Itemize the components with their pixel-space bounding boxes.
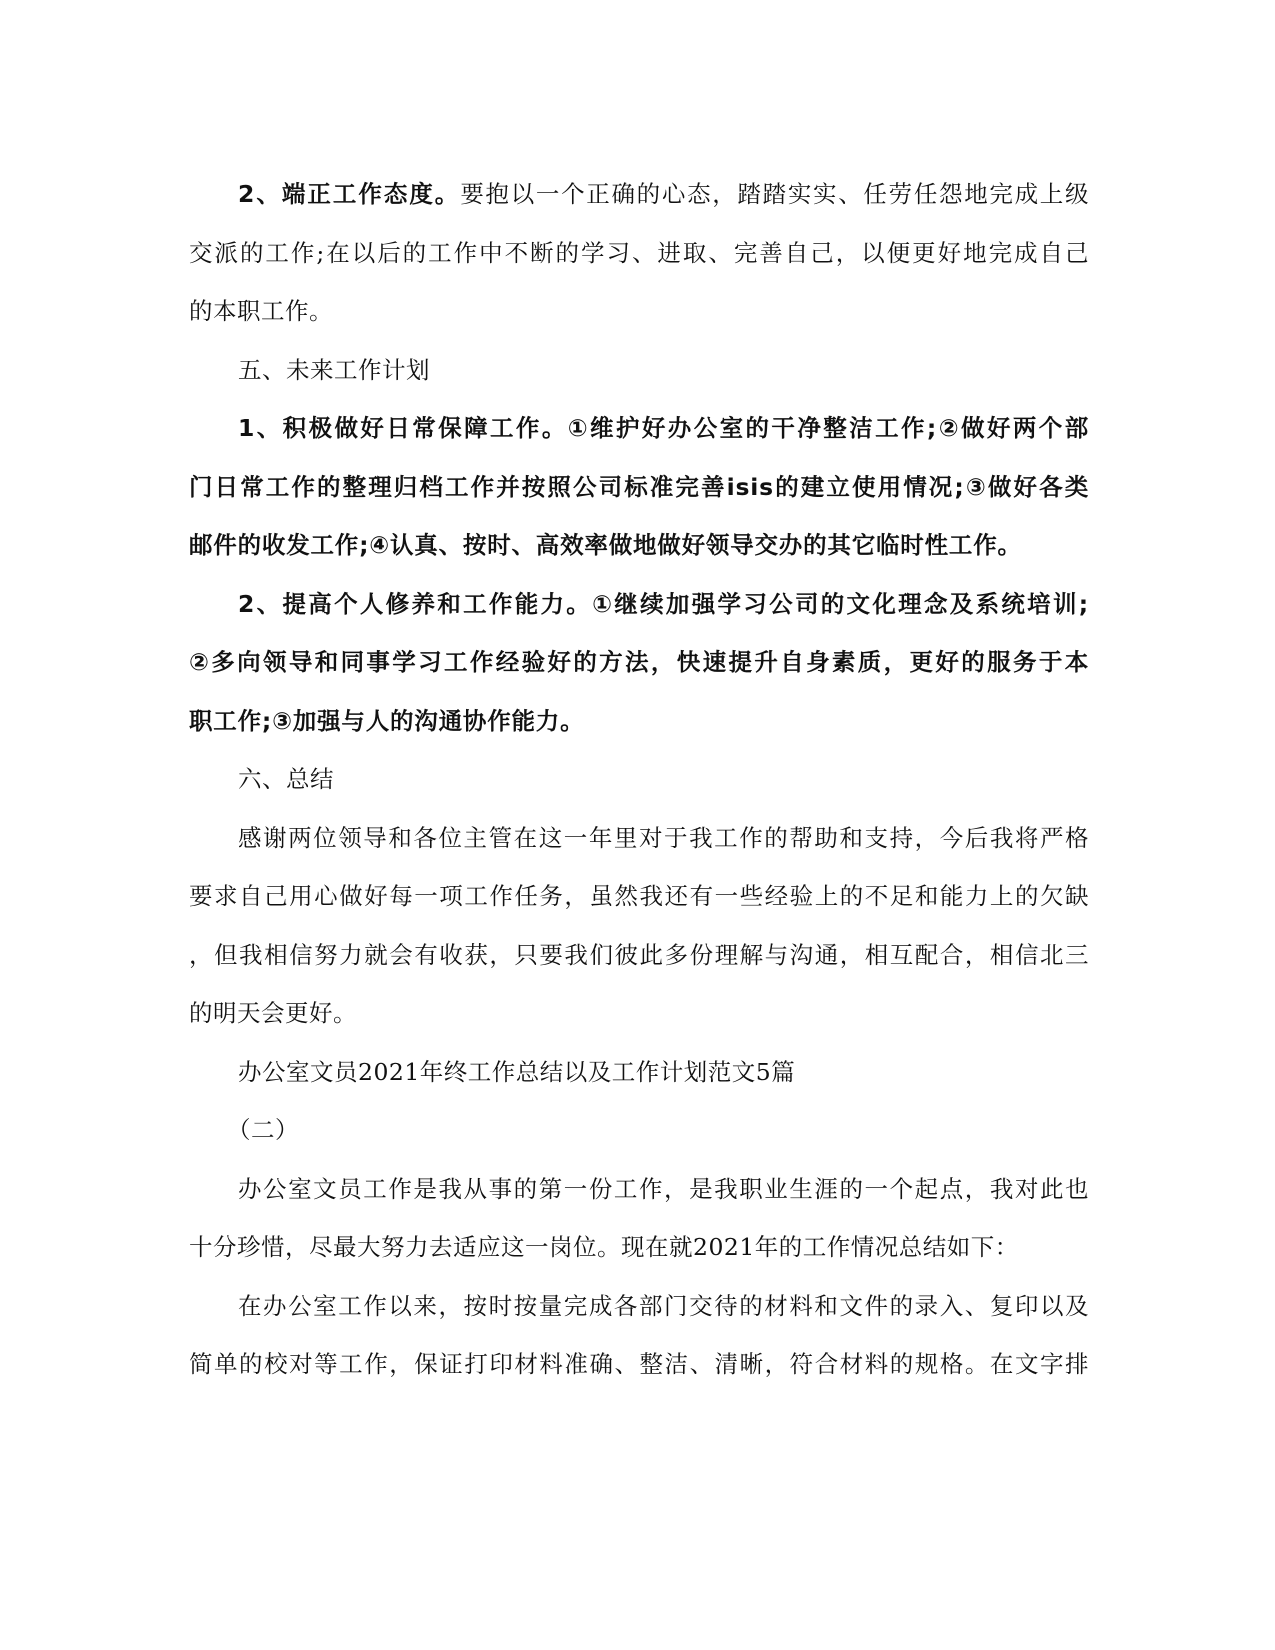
paragraph-line: 要求自己用心做好每一项工作任务，虽然我还有一些经验上的不足和能力上的欠缺	[189, 882, 1089, 910]
paragraph-line: ，但我相信努力就会有收获，只要我们彼此多份理解与沟通，相互配合，相信北三	[189, 940, 1089, 969]
paragraph-line: 在办公室工作以来，按时按量完成各部门交待的材料和文件的录入、复印以及	[238, 1291, 1089, 1320]
section-heading: 五、未来工作计划	[238, 355, 430, 384]
document-title: 办公室文员2021年终工作总结以及工作计划范文5篇	[238, 1057, 796, 1086]
paragraph-line: 交派的工作;在以后的工作中不断的学习、进取、完善自己，以便更好地完成自己	[189, 238, 1089, 267]
part-number: （二）	[227, 1116, 299, 1144]
paragraph-line: 感谢两位领导和各位主管在这一年里对于我工作的帮助和支持，今后我将严格	[238, 823, 1089, 852]
paragraph-line: 邮件的收发工作;④认真、按时、高效率做地做好领导交办的其它临时性工作。	[189, 531, 1022, 559]
paragraph-line: 1、积极做好日常保障工作。①维护好办公室的干净整洁工作;②做好两个部	[238, 414, 1089, 442]
paragraph-line: 门日常工作的整理归档工作并按照公司标准完善isis的建立使用情况;③做好各类	[189, 472, 1089, 501]
paragraph-line	[189, 165, 1089, 224]
paragraph-line: 十分珍惜，尽最大努力去适应这一岗位。现在就2021年的工作情况总结如下：	[189, 1233, 1019, 1261]
paragraph-line: 简单的校对等工作，保证打印材料准确、整洁、清晰，符合材料的规格。在文字排	[189, 1350, 1089, 1378]
section-heading: 六、总结	[238, 765, 334, 793]
bold-heading-run: 2、端正工作态度。	[238, 180, 461, 208]
paragraph-line: 职工作;③加强与人的沟通协作能力。	[189, 706, 585, 735]
document-body	[189, 165, 1089, 1394]
paragraph-line: 的明天会更好。	[189, 999, 357, 1027]
paragraph-line: 的本职工作。	[189, 297, 333, 325]
paragraph-line: 2、提高个人修养和工作能力。①继续加强学习公司的文化理念及系统培训;	[238, 589, 1089, 618]
paragraph-line: 办公室文员工作是我从事的第一份工作，是我职业生涯的一个起点，我对此也	[238, 1174, 1089, 1203]
text-run: 要抱以一个正确的心态，踏踏实实、任劳任怨地完成上级	[460, 180, 1089, 208]
paragraph-line: ②多向领导和同事学习工作经验好的方法，快速提升自身素质，更好的服务于本	[189, 648, 1089, 676]
